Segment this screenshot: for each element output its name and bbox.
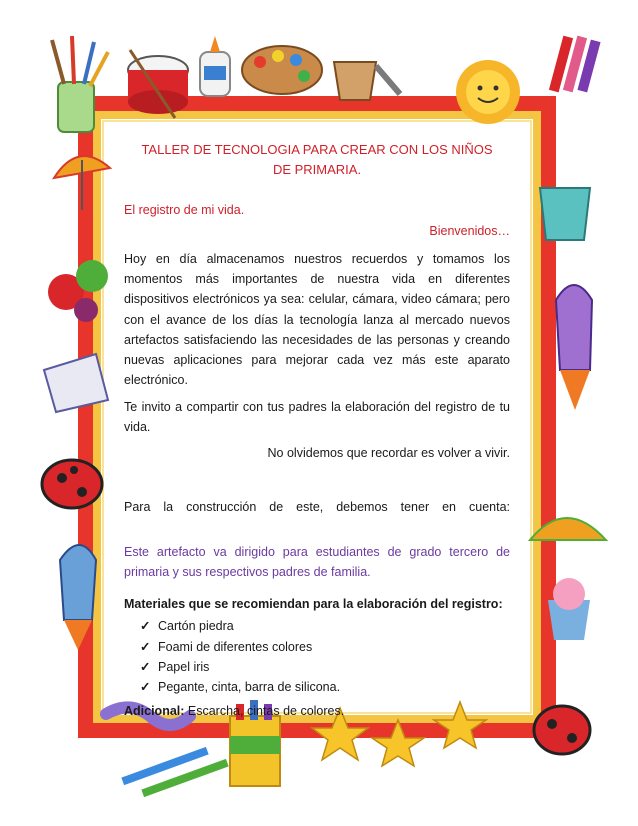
page-title [124,140,510,180]
pencils-icon [121,747,228,797]
umbrella-icon [54,156,110,210]
list-item: ✓ Papel iris [140,657,510,677]
audience-text: Este artefacto va dirigido para estudiantes de grado tercero de primaria y sus respectivos padres de familia. [124,544,510,579]
check-icon: ✓ [140,680,151,695]
additional-label: Adicional: [124,704,185,719]
materials-heading: Materiales que se recomiendan para la elaboración del registro: [124,597,503,612]
ladybug-icon [42,460,102,508]
intro-paragraph: Hoy en día almacenamos nuestros recuerdos y tomamos los momentos más importantes de nuestra vida en diferentes dispositivos electrónicos ya sea: celular, cámara, video cámara; pero con el avance de los días la tecnología lanza al mercado nuevos artefactos satisfaciendo las necesidades de las personas y creando nuevas aplicaciones para mejorar cada vez más este aparato electrónico. [124,251,510,388]
document-body [124,140,510,722]
list-item: ✓ Pegante, cinta, barra de silicona. [140,677,510,697]
list-item: ✓ Foami de diferentes colores [140,637,510,657]
ladybug-bottom-icon [534,706,590,754]
paint-palette-icon [242,46,322,94]
check-icon: ✓ [140,619,151,634]
title-line-2: DE PRIMARIA. [272,162,362,178]
glue-bottle-icon [200,36,230,96]
list-item: ✓ Cartón piedra [140,616,510,636]
jug-icon [540,188,590,240]
crayons-icon [549,36,601,93]
check-icon: ✓ [140,659,151,674]
watering-can-icon [334,62,400,100]
materials-list [124,616,510,697]
rocket-right-icon [556,285,592,410]
welcome-text: Bienvenidos… [429,223,510,238]
sun-icon [456,60,520,124]
invitation-paragraph: Te invito a compartir con tus padres la elaboración del registro de tu vida. [124,399,510,434]
check-icon: ✓ [140,639,151,654]
additional-text: Escarcha, cintas de colores. [184,704,345,719]
construction-text: Para la construcción de este, debemos tener en cuenta: [124,500,510,515]
title-line-1: TALLER DE TECNOLOGIA PARA CREAR CON LOS NIÑOS [141,142,493,157]
quote-text: No olvidemos que recordar es volver a vivir. [267,446,510,461]
section-title: El registro de mi vida. [124,203,245,218]
drum-icon [128,50,188,118]
additional-line [124,701,510,721]
